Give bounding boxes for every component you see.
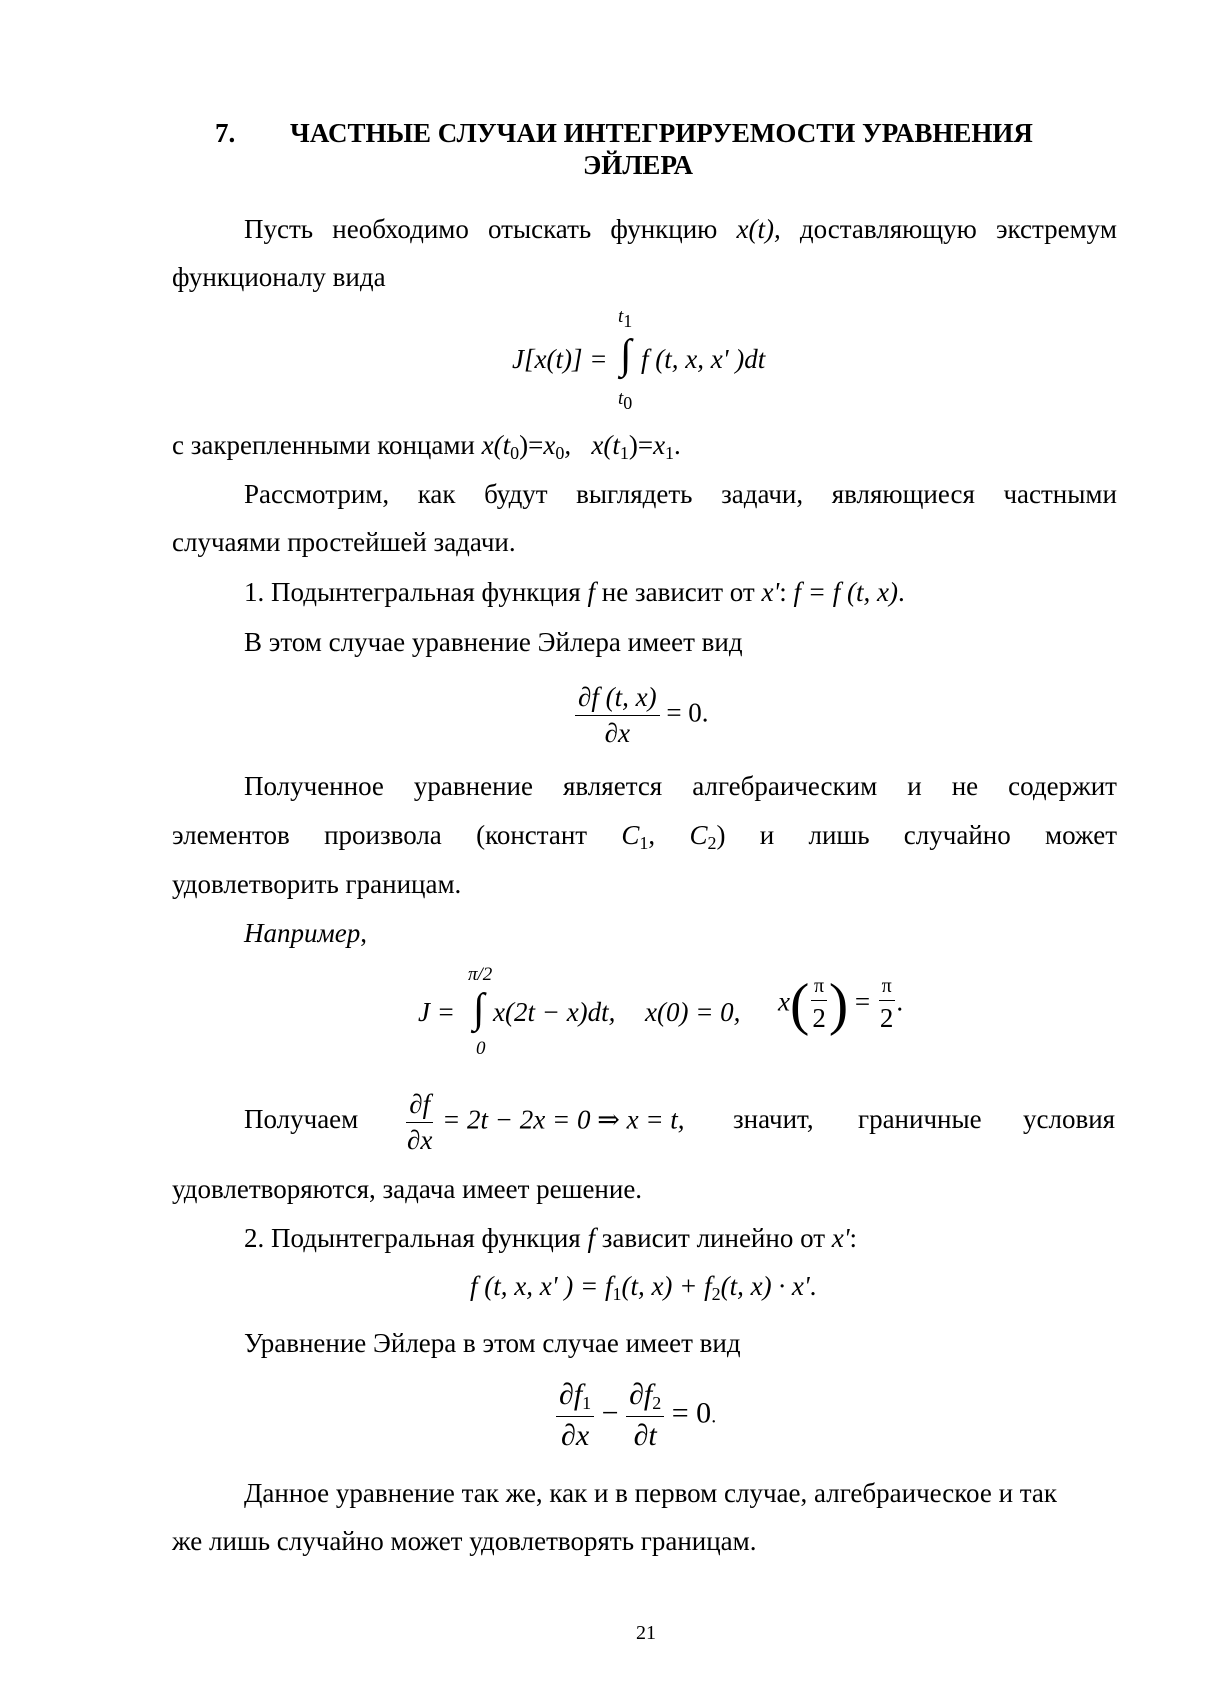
paragraph-6-word: Получаем — [244, 1104, 359, 1134]
paragraph-6-line2: удовлетворяются, задача имеет решение. — [172, 1174, 643, 1204]
eq3-lower-limit: 0 — [476, 1038, 486, 1059]
eq3-boundary-1: x(0) = 0, — [645, 997, 741, 1027]
paragraph-1-line2: функционалу вида — [172, 262, 386, 292]
integral-icon: ∫ — [620, 332, 632, 378]
integral-icon: ∫ — [473, 986, 485, 1032]
paragraph-2: с закрепленными концами $x(t_0)=x_0$, $x(t_1)=x_1$. — [172, 430, 681, 463]
paragraph-6-word: значит, — [733, 1104, 814, 1134]
eq3-lhs: J = — [418, 997, 455, 1027]
word: функцию — [610, 214, 718, 244]
paragraph-3-line2: случаями простейшей задачи. — [172, 527, 516, 557]
paragraph-6-word: граничные — [858, 1104, 982, 1134]
eq-derivative: $\frac{\partial f}{\partial x}$ = 2t − 2x = 0 ⇒ x = t, — [407, 1089, 685, 1155]
math-x-of-t: x(t), — [736, 214, 781, 244]
eq2: $\frac{\partial f (t, x)}{\partial x}$ = 0. — [575, 682, 709, 749]
section-number: 7. — [215, 118, 236, 148]
paragraph-1-line1 — [244, 214, 1117, 244]
paragraph-5-line1: Полученное уравнение является алгебраическим и не содержит — [244, 771, 1117, 801]
paragraph-5-line2: элементов произвола (констант $C_1$, $C_2$) и лишь случайно может — [172, 820, 1117, 853]
case-2: 2. Подынтегральная функция f зависит линейно от x': — [244, 1223, 858, 1253]
eq3-boundary-2: x( $\frac{\pi}{2}$ ) = $\frac{\pi}{2}$ . — [778, 971, 904, 1037]
section-title-line2: ЭЙЛЕРА — [583, 150, 693, 180]
case-1: 1. Подынтегральная функция f не зависит от x': f = f (t, x). — [244, 577, 905, 607]
eq1-lhs: J[x(t)] = — [512, 344, 608, 374]
eq1-lower-limit: t0 — [618, 388, 633, 413]
eq3-upper-limit: π/2 — [468, 964, 493, 985]
fraction: $\frac{\partial f (t, x)}{\partial x}$ — [575, 682, 660, 749]
paragraph-3-line1: Рассмотрим, как будут выглядеть задачи, являющиеся частными — [244, 479, 1117, 509]
word: необходимо — [332, 214, 469, 244]
paragraph-8-line1: Данное уравнение так же, как и в первом случае, алгебраическое и так — [244, 1478, 1058, 1508]
eq4: f (t, x, x' ) = $f_1(t$, $x) + f_2(t$, x) · x'. — [470, 1271, 817, 1304]
paragraph-6-word: условия — [1023, 1104, 1116, 1134]
paragraph-7: Уравнение Эйлера в этом случае имеет вид — [244, 1328, 741, 1358]
word: экстремум — [995, 214, 1117, 244]
eq1-integrand: f (t, x, x' )dt — [641, 344, 766, 374]
section-title-line1: ЧАСТНЫЕ СЛУЧАИ ИНТЕГРИРУЕМОСТИ УРАВНЕНИЯ — [290, 118, 1033, 148]
word: Пусть — [244, 214, 314, 244]
paragraph-8-line2: же лишь случайно может удовлетворять границам. — [172, 1526, 757, 1556]
page-number: 21 — [636, 1622, 656, 1644]
paragraph-5-line3: удовлетворить границам. — [172, 869, 462, 899]
word: доставляющую — [799, 214, 977, 244]
paragraph-4: В этом случае уравнение Эйлера имеет вид — [244, 627, 743, 657]
eq1-upper-limit: t1 — [618, 306, 633, 331]
word: отыскать — [488, 214, 592, 244]
eq5: $\frac{\partial f_1}{\partial x}$ − $\frac{\partial f_2}{\partial t}$ = 0. — [556, 1378, 716, 1453]
eq3-integrand: x(2t − x)dt, — [493, 997, 616, 1027]
example-label: Например, — [244, 918, 367, 948]
